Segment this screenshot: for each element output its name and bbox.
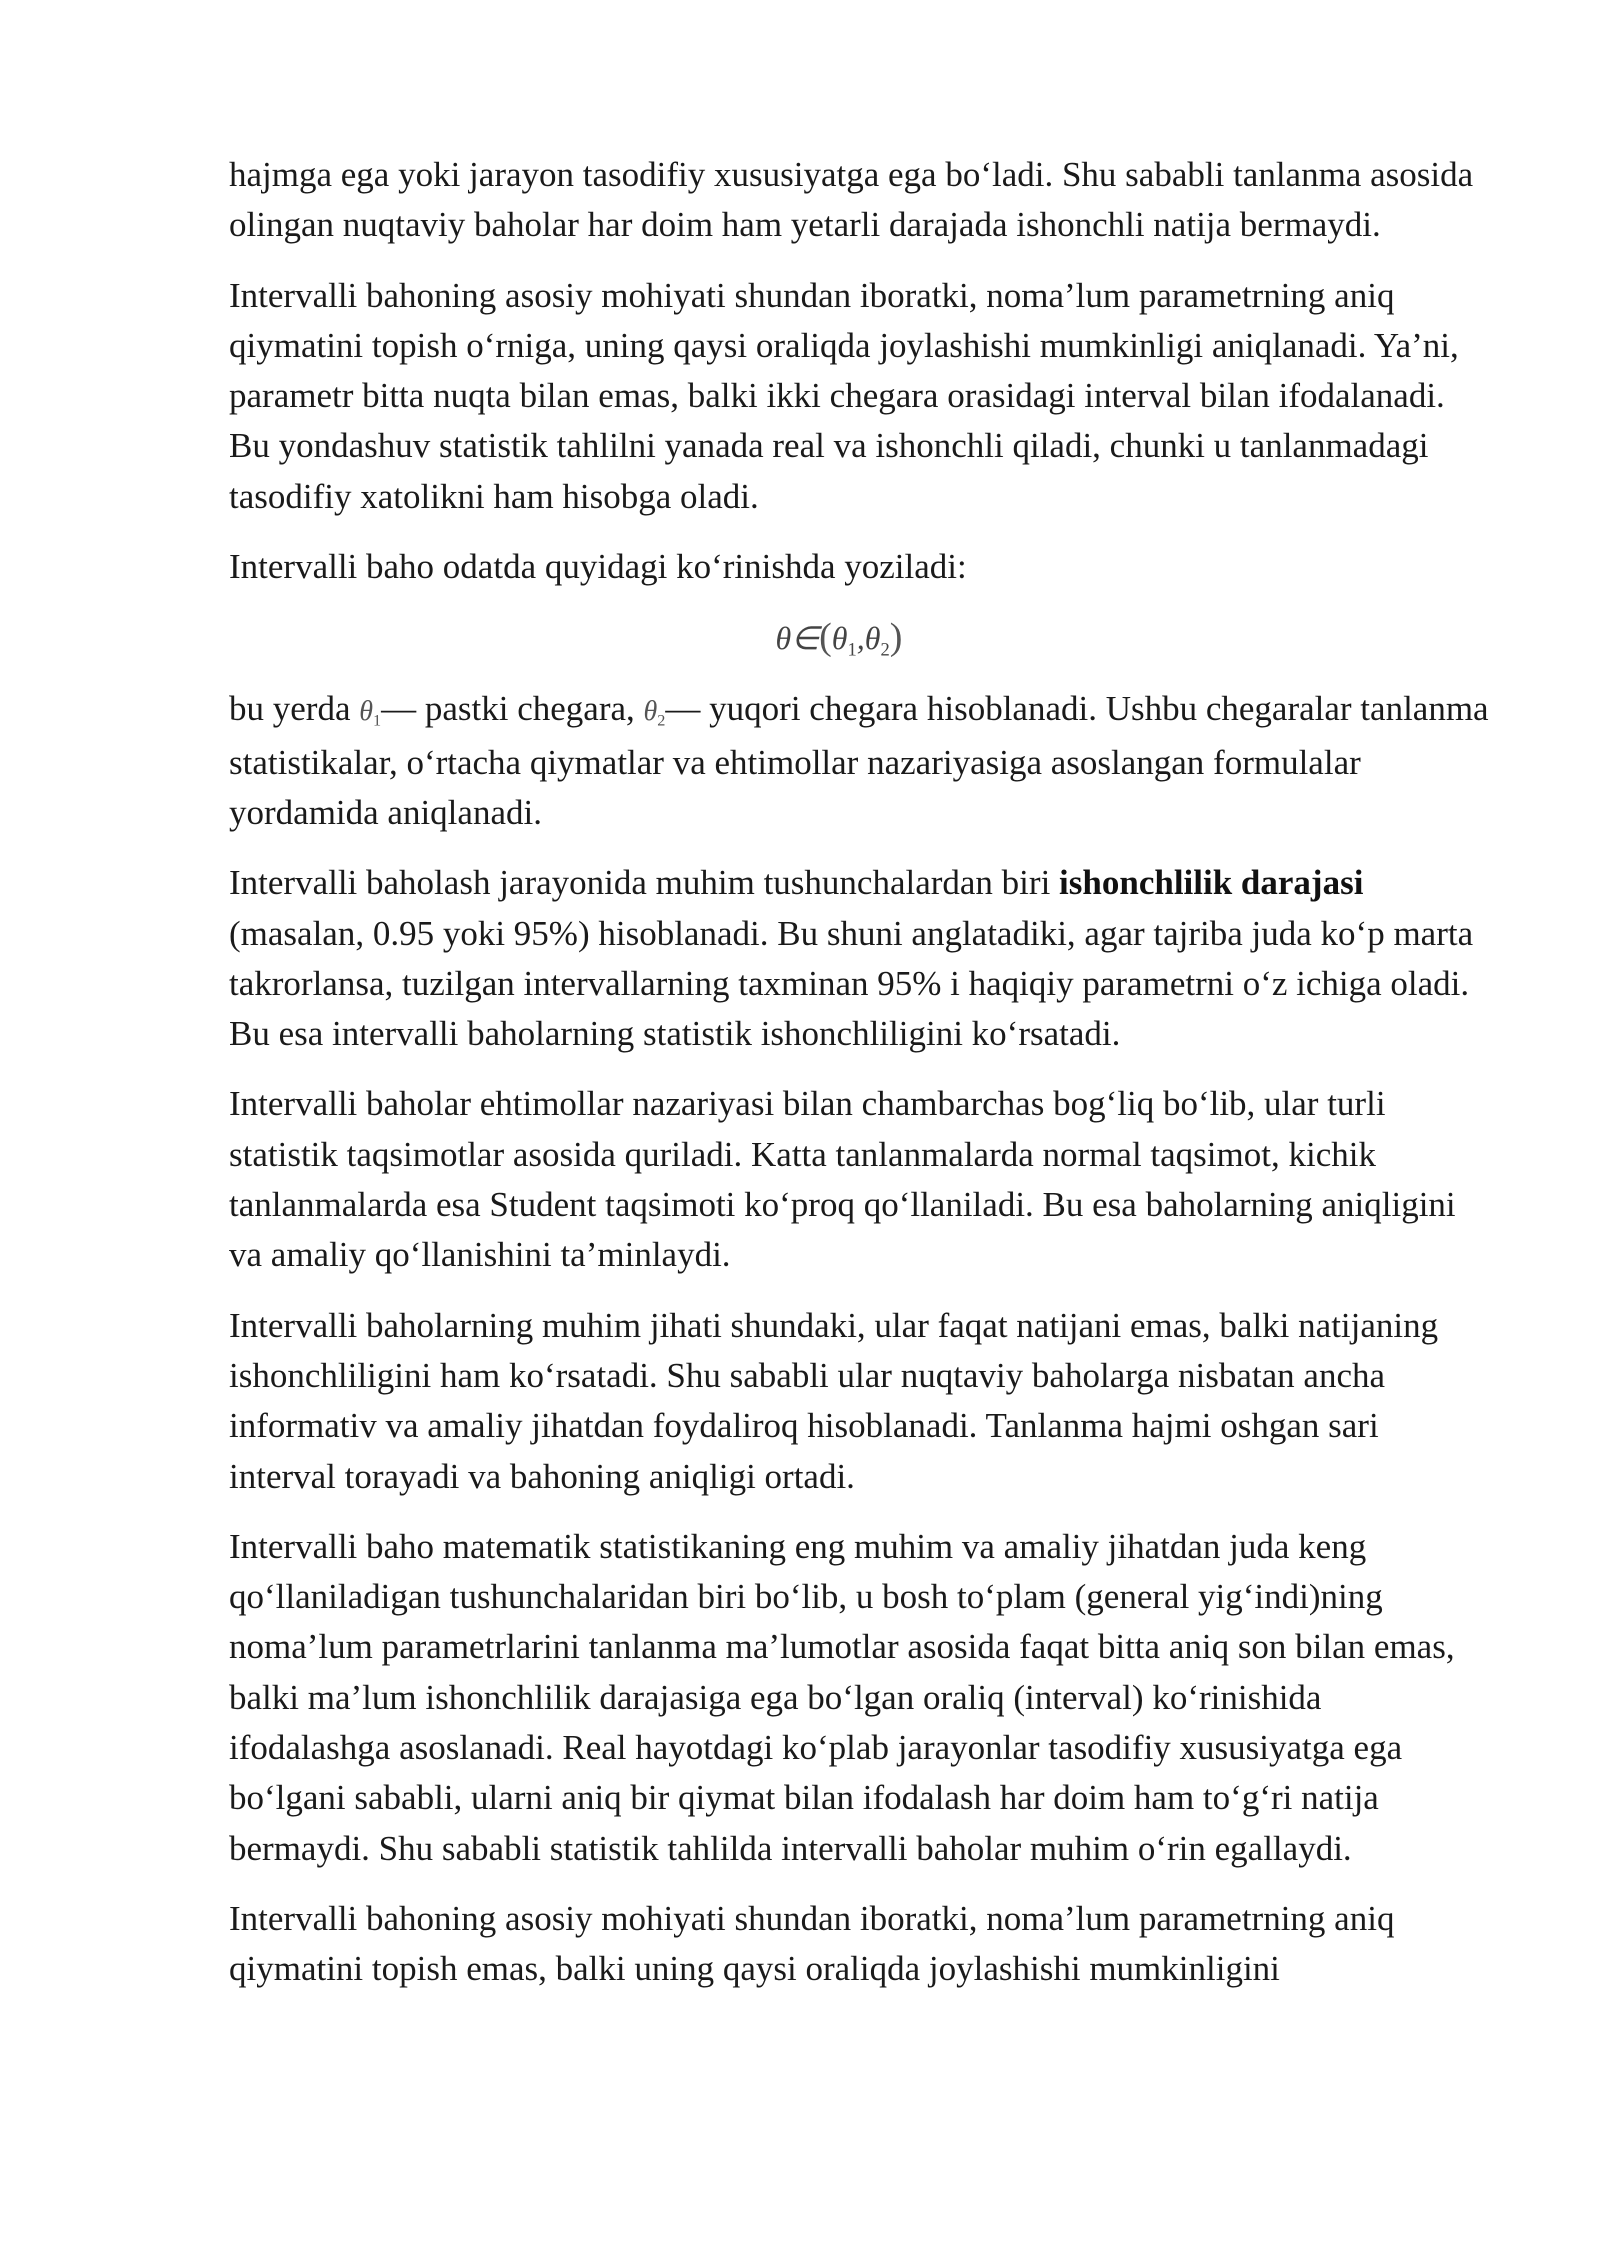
upper-bound-symbol [643, 696, 666, 731]
formula-subscript-2: 2 [880, 639, 890, 661]
formula-subscript-1: 1 [847, 639, 857, 661]
paragraph-sample-reliability: hajmga ega yoki jarayon tasodifiy xususiyatga ega bo‘ladi. Shu sababli tanlanma asosida olingan nuqtaviy baholar har doim ham yetarli darajada ishonchli natija bermaydi. [229, 155, 1474, 245]
paragraph-interval-essence: Intervalli bahoning asosiy mohiyati shundan iboratki, noma’lum parametrning aniq qiymatini topish o‘rniga, uning qaysi oraliqda joylashishi mumkinligi aniqlanadi. Ya’ni, parametr bitta nuqta bilan emas, balki ikki chegara orasidagi interval bilan ifodalanadi. Bu yondashuv statistik tahlilni yanada real va ishonchli qiladi, chunki u tanlanmadagi tasodifiy xatolikni ham hisobga oladi. [229, 275, 1459, 516]
lower-bound-theta: θ [359, 696, 373, 728]
formula-theta: θ [775, 620, 792, 657]
interval-formula [229, 612, 1489, 662]
confidence-term-bold: ishonchlilik darajasi [1059, 863, 1364, 903]
formula-theta-upper: θ [864, 620, 881, 657]
confidence-before: Intervalli baholash jarayonida muhim tushunchalardan biri [229, 863, 1060, 903]
formula-theta-lower: θ [831, 620, 848, 657]
paragraph-interval-essence-repeat: Intervalli bahoning asosiy mohiyati shundan iboratki, noma’lum parametrning aniq qiymatini topish emas, balki uning qaysi oraliqda joylashishi mumkinligini [229, 1898, 1395, 1989]
lower-bound-symbol [359, 696, 382, 731]
paragraph-distributions: Intervalli baholar ehtimollar nazariyasi bilan chambarchas bog‘liq bo‘lib, ular turli statistik taqsimotlar asosida quriladi. Katta tanlanmalarda normal taqsimot, kichik tanlanmalarda esa Student taqsimoti ko‘proq qo‘llaniladi. Bu esa baholarning aniqligini va amaliy qo‘llanishini ta’minlaydi. [229, 1084, 1456, 1275]
document-body [229, 150, 1489, 2015]
upper-bound-theta: θ [643, 696, 658, 728]
confidence-after: (masalan, 0.95 yoki 95%) hisoblanadi. Bu shuni anglatadiki, agar tajriba juda ko‘p marta takrorlansa, tuzilgan intervallarning taxminan 95% i haqiqiy parametrni o‘z ichiga oladi. Bu esa intervalli baholarning statistik ishonchliligini ko‘rsatadi. [229, 913, 1474, 1054]
paragraph-bounds-definition [229, 684, 1489, 838]
upper-bound-subscript: 2 [657, 712, 666, 731]
formula-element-of: ∈ [791, 620, 820, 657]
paragraph-confidence-level [229, 858, 1489, 1059]
lower-bound-subscript: 1 [373, 712, 382, 731]
paragraph-informativeness: Intervalli baholarning muhim jihati shundaki, ular faqat natijani emas, balki natijaning ishonchliligini ham ko‘rsatadi. Shu sababli ular nuqtaviy baholarga nisbatan ancha informativ va amaliy jihatdan foydaliroq hisoblanadi. Tanlanma hajmi oshgan sari interval torayadi va bahoning aniqligi ortadi. [229, 1305, 1439, 1496]
formula-comma: , [856, 620, 865, 657]
definition-lead: bu yerda [229, 689, 360, 729]
definition-tail: — yuqori chegara hisoblanadi. Ushbu chegaralar tanlanma statistikalar, o‘rtacha qiymatlar va ehtimollar nazariyasiga asoslangan formulalar yordamida aniqlanadi. [229, 689, 1489, 832]
paragraph-formula-intro: Intervalli baho odatda quyidagi ko‘rinishda yoziladi: [229, 547, 967, 587]
formula-open-paren: ( [819, 616, 832, 659]
paragraph-interval-definition: Intervalli baho matematik statistikaning eng muhim va amaliy jihatdan juda keng qo‘llaniladigan tushunchalaridan biri bo‘lib, u bosh to‘plam (general yig‘indi)ning noma’lum parametrlarini tanlanma ma’lumotlar asosida faqat bitta aniq son bilan emas, balki ma’lum ishonchlilik darajasiga ega bo‘lgan oraliq (interval) ko‘rinishida ifodalashga asoslanadi. Real hayotdagi ko‘plab jarayonlar tasodifiy xususiyatga ega bo‘lgani sababli, ularni aniq bir qiymat bilan ifodalash har doim ham to‘g‘ri natija bermaydi. Shu sababli statistik tahlilda intervalli baholar muhim o‘rin egallaydi. [229, 1526, 1455, 1868]
formula-close-paren: ) [889, 616, 903, 659]
definition-mid: — pastki chegara, [381, 689, 644, 729]
